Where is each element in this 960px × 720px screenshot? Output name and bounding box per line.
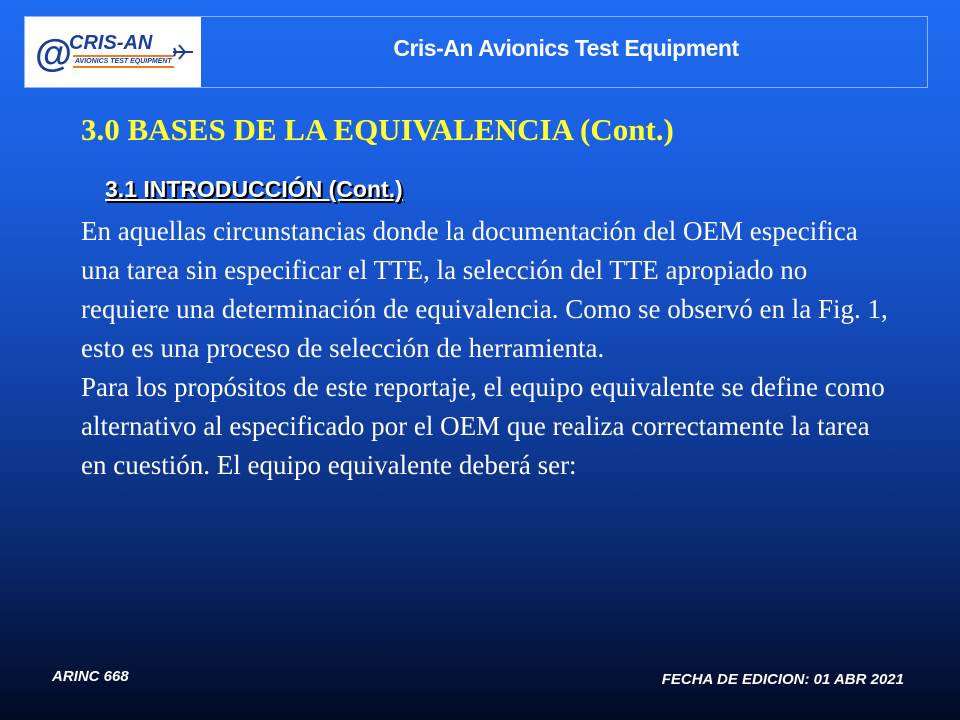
slide-header: [24, 16, 928, 88]
header-title: Cris-An Avionics Test Equipment: [393, 35, 739, 61]
logo-name: CRIS-AN: [69, 32, 153, 54]
paragraph: En aquellas circunstancias donde la documentación del OEM especifica una tarea sin especificar el TTE, la selección del TTE apropiado no requiere una determinación de equivalencia. Como se observó en la Fig. 1, esto es una proceso de selección de herramienta.: [81, 216, 888, 363]
logo-at-symbol: @: [35, 33, 73, 75]
company-logo: [25, 17, 201, 87]
section-title: 3.0 BASES DE LA EQUIVALENCIA (Cont.): [81, 112, 674, 147]
body-text: [81, 212, 901, 485]
logo-tagline: AVIONICS TEST EQUIPMENT: [73, 55, 174, 68]
footer-edition-date: FECHA DE EDICION: 01 ABR 2021: [661, 671, 904, 688]
airplane-icon: [173, 43, 193, 61]
footer-document-id: ARINC 668: [52, 668, 129, 685]
subsection-title: 3.1 INTRODUCCIÓN (Cont.): [105, 176, 403, 202]
paragraph: Para los propósitos de este reportaje, el equipo equivalente se define como alternativo al especificado por el OEM que realiza correctamente la tarea en cuestión. El equipo equivalente deberá ser:: [81, 372, 885, 480]
